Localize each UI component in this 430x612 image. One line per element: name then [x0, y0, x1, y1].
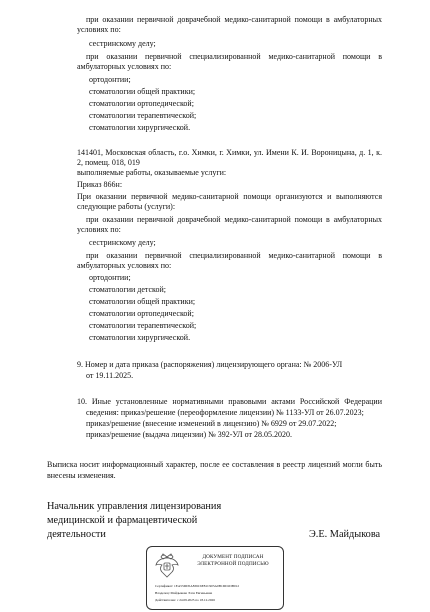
address-line-8: условиях по: — [77, 225, 121, 234]
top-line-8: стоматологии ортопедической; — [89, 99, 194, 108]
address-line-3: выполняемые работы, оказываемые услуги: — [77, 168, 227, 177]
address-line-15: стоматологии ортопедической; — [89, 309, 194, 318]
item-10-line-1: 10. Иные установленные нормативными правовыми актами Российской Федерации — [77, 397, 382, 406]
stamp-validity: Действителен: с 24.09.2025 по 18.12.2026 — [155, 598, 215, 602]
address-line-9: сестринскому делу; — [89, 238, 156, 247]
top-line-5: амбулаторных условиях по: — [77, 62, 172, 71]
item-9-line-1: 9. Номер и дата приказа (распоряжения) лицензирующего органа: № 2006-УЛ — [77, 360, 343, 369]
item-10-line-4: приказ/решение (выдача лицензии) № 392-УЛ от 28.05.2020. — [86, 430, 292, 439]
address-line-16: стоматологии терапевтической; — [89, 321, 197, 330]
signatory-name: Э.Е. Майдыкова — [309, 529, 381, 540]
address-line-17: стоматологии хирургической. — [89, 333, 191, 342]
top-line-4: при оказании первичной специализированной медико-санитарной помощи в — [86, 52, 382, 61]
address-line-11: амбулаторных условиях по: — [77, 261, 172, 270]
address-line-2: 2, помещ. 018, 019 — [77, 158, 140, 167]
item-10-line-3: приказ/решение (внесение изменений в лицензию) № 6929 от 29.07.2022; — [86, 419, 337, 428]
stamp-owner: Владелец: Майдыкова Элла Евгеньевна — [155, 591, 213, 595]
stamp-heading-line-2: ЭЛЕКТРОННОЙ ПОДПИСЬЮ — [197, 561, 269, 567]
address-line-1: 141401, Московская область, г.о. Химки, г. Химки, ул. Имени К. И. Вороницына, д. 1, к. — [77, 148, 382, 157]
note-line-2: внесены изменения. — [47, 471, 116, 480]
top-line-3: сестринскому делу; — [89, 39, 156, 48]
item-10-line-2: сведения: приказ/решение (переоформление лицензии) № 1133-УЛ от 26.07.2023; — [86, 408, 364, 417]
top-line-9: стоматологии терапевтической; — [89, 111, 197, 120]
address-line-13: стоматологии детской; — [89, 285, 167, 294]
stamp-heading-line-1: ДОКУМЕНТ ПОДПИСАН — [202, 554, 264, 560]
top-line-7: стоматологии общей практики; — [89, 87, 196, 96]
address-line-4: Приказ 866н: — [77, 180, 123, 189]
stamp-certificate: Сертификат: 1EA55DD5A836C6E81C905A0B1DD1DB012 — [155, 584, 240, 588]
address-line-14: стоматологии общей практики; — [89, 297, 196, 306]
address-line-6: следующие работы (услуги): — [77, 202, 176, 211]
top-line-2: условиях по: — [77, 25, 121, 34]
signatory-title-line-2: медицинской и фармацевтической — [47, 515, 198, 526]
address-line-12: ортодонтии; — [89, 273, 131, 282]
top-line-10: стоматологии хирургической. — [89, 123, 191, 132]
signatory-title-line-3: деятельности — [47, 529, 106, 540]
signatory-title-line-1: Начальник управления лицензирования — [47, 501, 222, 512]
top-line-6: ортодонтии; — [89, 75, 131, 84]
top-line-1: при оказании первичной доврачебной медико-санитарной помощи в амбулаторных — [86, 15, 382, 24]
coat-of-arms-icon — [152, 551, 182, 581]
note-line-1: Выписка носит информационный характер, после ее составления в реестр лицензий могли быть — [47, 460, 382, 469]
address-line-5: При оказании первичной медико-санитарной помощи организуются и выполняются — [77, 192, 382, 201]
address-line-10: при оказании первичной специализированной медико-санитарной помощи в — [86, 251, 382, 260]
address-line-7: при оказании первичной доврачебной медико-санитарной помощи в амбулаторных — [86, 215, 382, 224]
item-9-line-2: от 19.11.2025. — [86, 371, 134, 380]
electronic-signature-stamp — [146, 546, 284, 610]
